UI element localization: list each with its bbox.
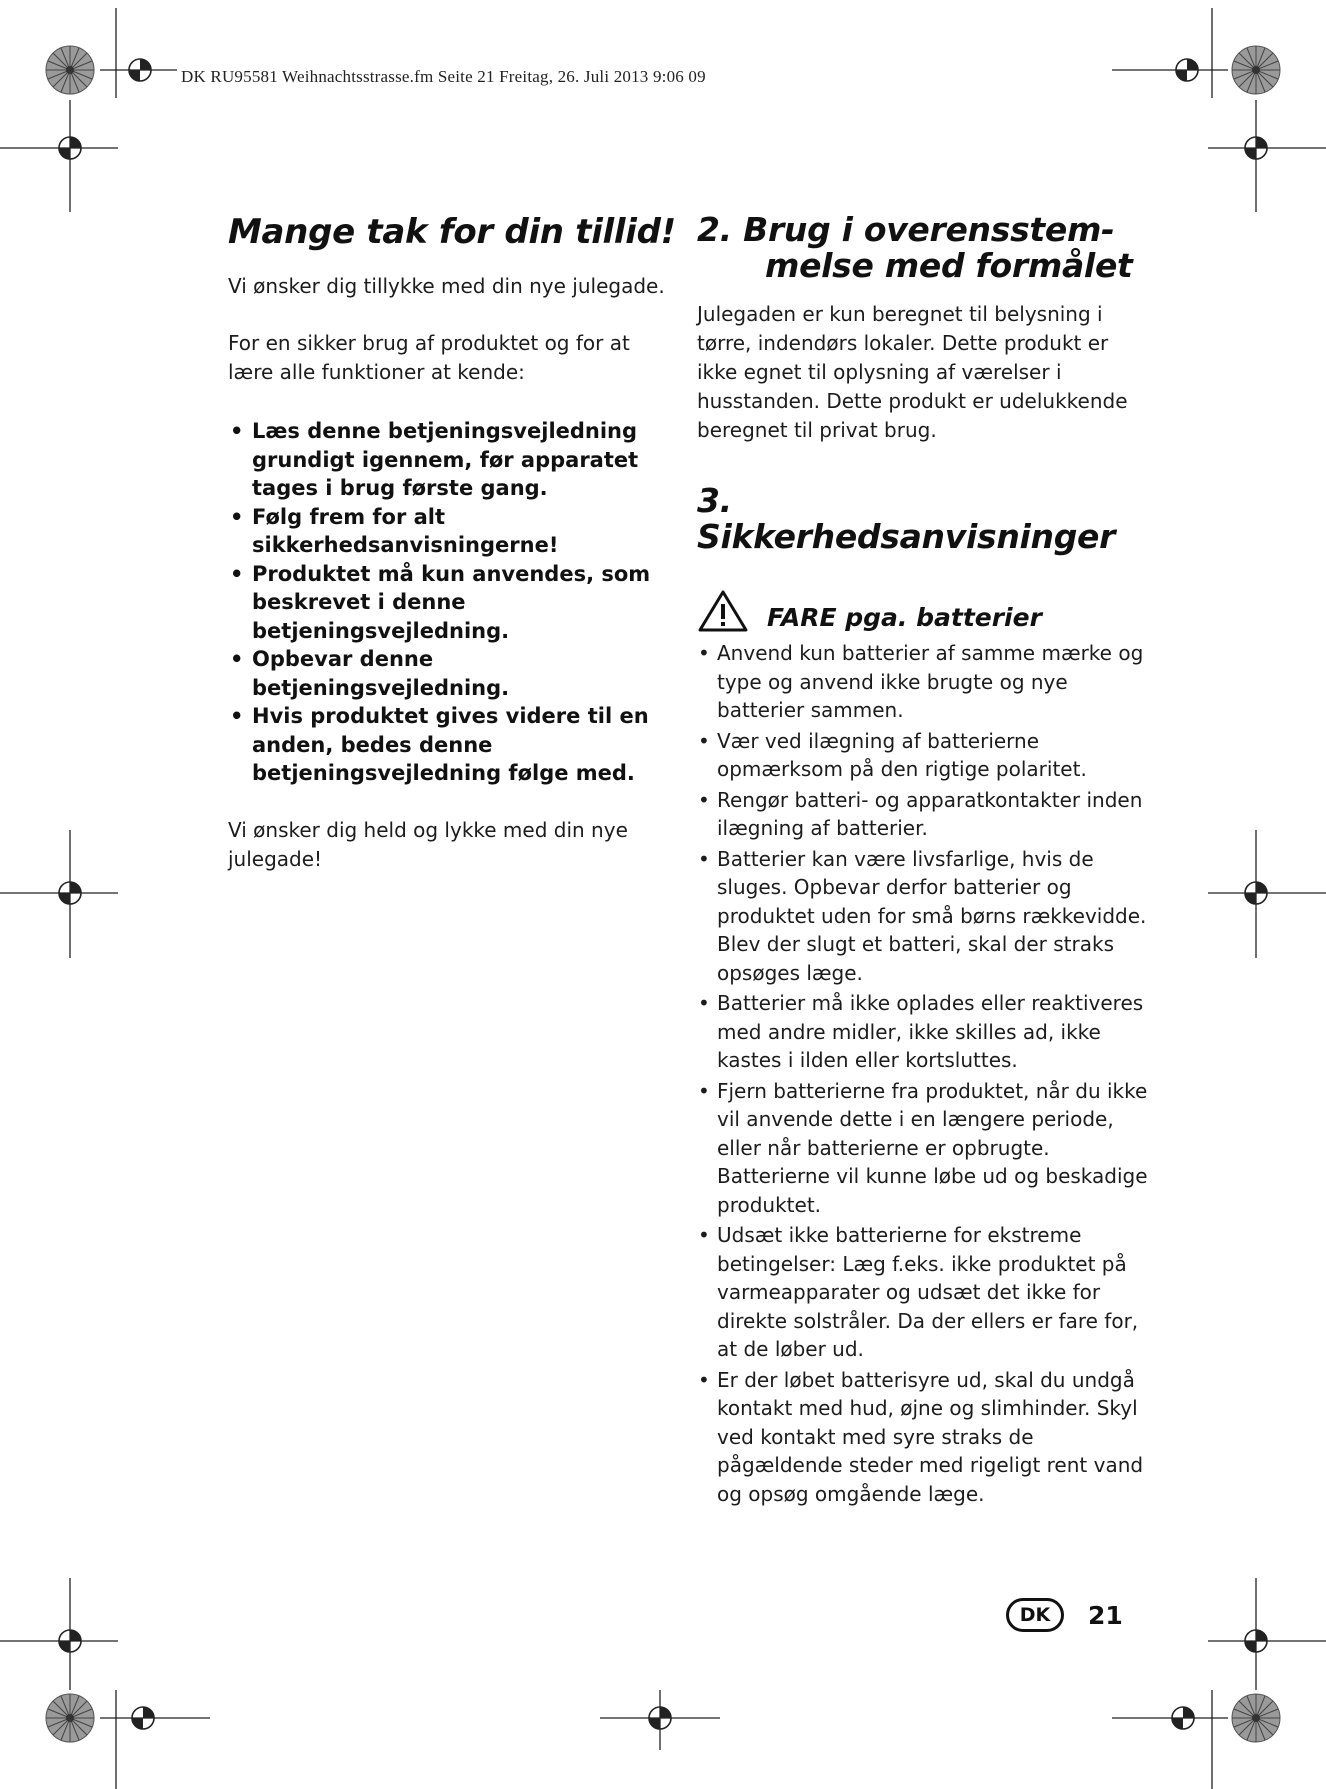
- list-item: • Rengør batteri- og apparatkontakter inden ilægning af batterier.: [697, 786, 1152, 843]
- list-item: • Opbevar denne betjeningsvejledning.: [228, 645, 678, 702]
- right-column: [697, 212, 1152, 1510]
- section-2-heading-line-2: melse med formålet: [765, 246, 1133, 285]
- section-2-heading-line-1: 2. Brug i overensstem-: [697, 210, 1115, 249]
- warning-title: FARE pga. batterier: [767, 603, 1042, 632]
- list-item: • Batterier kan være livsfarlige, hvis de sluges. Opbevar derfor batterier og produktet uden for små børns rækkevidde. Blev der slugt et batteri, skal der straks opsøges læge.: [697, 845, 1152, 988]
- page-footer: [1006, 1598, 1123, 1632]
- battery-warning-list: [697, 639, 1152, 1508]
- list-item: • Hvis produktet gives videre til en anden, bedes denne betjeningsvejledning følge med.: [228, 702, 678, 788]
- page-number: 21: [1088, 1600, 1123, 1630]
- list-item: • Er der løbet batterisyre ud, skal du undgå kontakt med hud, øjne og slimhinder. Skyl ved kontakt med syre straks de pågældende steder med rigeligt rent vand og opsøg omgående læge.: [697, 1366, 1152, 1509]
- warning-triangle-icon: [697, 589, 749, 633]
- list-item: • Anvend kun batterier af samme mærke og type og anvend ikke brugte og nye batterier sammen.: [697, 639, 1152, 725]
- section-2-heading: [697, 212, 1152, 284]
- list-item: • Følg frem for alt sikkerhedsanvisningerne!: [228, 503, 678, 560]
- thank-you-title: Mange tak for din tillid!: [228, 212, 676, 252]
- list-item: • Fjern batterierne fra produktet, når du ikke vil anvende dette i en længere periode, eller når batterierne er opbrugte. Batterierne vil kunne løbe ud og beskadige produktet.: [697, 1077, 1152, 1220]
- list-item: • Udsæt ikke batterierne for ekstreme betingelser: Læg f.eks. ikke produktet på varmeapparater og udsæt det ikke for direkte solstråler. Da der ellers er fare for, at de løber ud.: [697, 1221, 1152, 1364]
- intended-use-text: Julegaden er kun beregnet til belysning i tørre, indendørs lokaler. Dette produkt er ikke egnet til oplysning af værelser i husstanden. Dette produkt er udelukkende beregnet til privat brug.: [697, 302, 1128, 442]
- language-badge: DK: [1006, 1598, 1064, 1632]
- list-item: • Læs denne betjeningsvejledning grundigt igennem, før apparatet tages i brug første gang.: [228, 417, 678, 503]
- instruction-list: [228, 417, 678, 788]
- list-item: • Produktet må kun anvendes, som beskrevet i denne betjeningsvejledning.: [228, 560, 678, 646]
- list-item: • Vær ved ilægning af batterierne opmærksom på den rigtige polaritet.: [697, 727, 1152, 784]
- left-column: [228, 212, 678, 874]
- closing-wish: Vi ønsker dig held og lykke med din nye julegade!: [228, 817, 628, 871]
- print-file-header: DK RU95581 Weihnachtsstrasse.fm Seite 21 Freitag, 26. Juli 2013 9:06 09: [177, 67, 710, 87]
- section-3-heading: 3. Sikkerhedsanvisninger: [697, 481, 1116, 556]
- intro-paragraph: For en sikker brug af produktet og for at lære alle funktioner at kende:: [228, 331, 630, 384]
- congratulation-text: Vi ønsker dig tillykke med din nye julegade.: [228, 274, 665, 298]
- warning-header: [697, 589, 1152, 633]
- list-item: • Batterier må ikke oplades eller reaktiveres med andre midler, ikke skilles ad, ikke kastes i ilden eller kortsluttes.: [697, 989, 1152, 1075]
